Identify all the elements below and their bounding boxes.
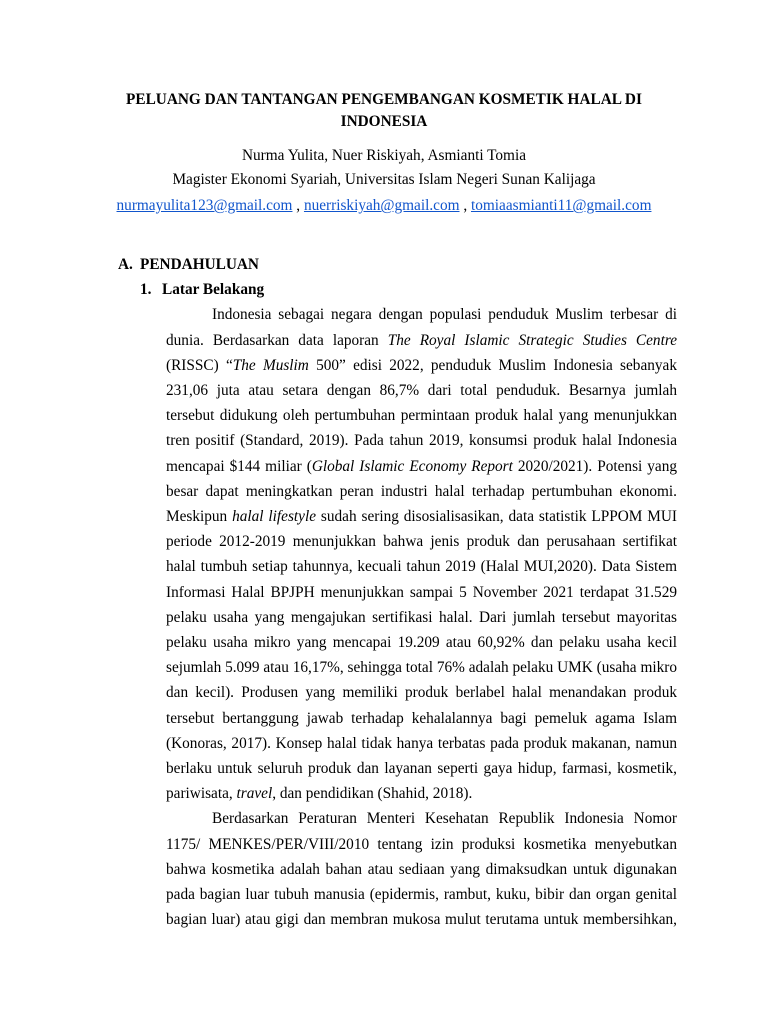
paper-title-line: PELUANG DAN TANTANGAN PENGEMBANGAN KOSMETIK HALAL DI — [126, 91, 642, 108]
paragraph-line — [166, 630, 677, 655]
paragraph-line — [166, 504, 677, 529]
paragraph-line — [166, 353, 677, 378]
text-run: tren positif (Standard, 2019). Pada tahun 2019, konsumsi produk halal Indonesia — [166, 432, 677, 450]
text-run: Berdasarkan Peraturan Menteri Kesehatan Republik Indonesia Nomor — [212, 810, 677, 828]
text-run: mencapai $144 miliar ( — [166, 457, 312, 475]
text-run: sejumlah 5.099 atau 16,17%, sehingga total 76% adalah pelaku UMK (usaha mikro — [166, 659, 677, 677]
paragraph-line — [166, 731, 677, 756]
italic-text: travel — [236, 785, 273, 803]
paragraph-line — [166, 706, 677, 731]
text-run: Indonesia sebagai negara dengan populasi penduduk Muslim terbesar di — [212, 306, 677, 324]
paragraph-line — [166, 605, 677, 630]
email-link[interactable]: tomiaasmianti11@gmail.com — [470, 197, 652, 214]
text-run: , dan pendidikan (Shahid, 2018). — [272, 785, 473, 803]
paper-title — [0, 89, 768, 133]
subsection-number: 1. — [140, 281, 152, 299]
text-run: bahwa kosmetika adalah bahan atau sediaan yang dimaksudkan untuk digunakan — [166, 860, 677, 878]
italic-text: The Royal Islamic Strategic Studies Centre — [387, 331, 677, 349]
author-affiliation: Magister Ekonomi Syariah, Universitas Islam Negeri Sunan Kalijaga — [172, 171, 596, 188]
paragraph-line — [166, 680, 677, 705]
paragraph-line — [166, 529, 677, 554]
author-list: Nurma Yulita, Nuer Riskiyah, Asmianti Tomia — [241, 147, 526, 164]
text-run: bagian luar) atau gigi dan membran mukosa mulut terutama untuk membersihkan, — [166, 911, 677, 929]
paragraph-line — [166, 907, 677, 932]
italic-text: The Muslim — [232, 356, 309, 374]
paragraph-line — [166, 328, 677, 353]
paragraph-list — [0, 302, 768, 932]
paragraph-line — [166, 655, 677, 680]
subsection-heading — [0, 277, 768, 302]
paragraph-line — [166, 302, 677, 327]
text-run: 500” edisi 2022, penduduk Muslim Indonesia sebanyak — [308, 356, 677, 374]
text-run: (Konoras, 2017). Konsep halal tidak hanya terbatas pada produk makanan, namun — [166, 734, 677, 752]
paragraph — [0, 302, 768, 806]
text-run: periode 2012-2019 menunjukkan bahwa jenis produk dan perusahaan sertifikat — [166, 533, 677, 551]
paragraph-line — [166, 378, 677, 403]
text-run: besar dapat meningkatkan peran industri halal terhadap pertumbuhan ekonomi. — [166, 482, 677, 500]
section-title: PENDAHULUAN — [140, 256, 259, 273]
email-separator: , — [459, 197, 471, 214]
paragraph-line — [166, 554, 677, 579]
paper-title-line: INDONESIA — [340, 113, 428, 130]
text-run: berlaku untuk seluruh produk dan layanan seperti gaya hidup, farmasi, kosmetik, — [166, 760, 677, 778]
text-run: Meskipun — [166, 508, 233, 525]
paragraph-line — [166, 580, 677, 605]
section-number: A. — [118, 256, 133, 273]
email-separator: , — [292, 197, 304, 214]
text-run: Informasi Halal BPJPH menunjukkan sampai 5 November 2021 terdapat 31.529 — [166, 583, 677, 601]
text-run: 1175/ MENKES/PER/VIII/2010 tentang izin produksi kosmetika menyebutkan — [166, 835, 677, 853]
paragraph-line — [166, 882, 677, 907]
text-run: (RISSC) “ — [166, 356, 233, 374]
text-run: 2020/2021). Potensi yang — [512, 457, 677, 475]
paragraph-line — [166, 479, 677, 504]
subsection-title: Latar Belakang — [162, 281, 265, 299]
text-run: halal tumbuh setiap tahunnya, kecuali tahun 2019 (Halal MUI,2020). Data Sistem — [166, 558, 677, 576]
text-run: tersebut bertanggung jawab terhadap kehalalannya bagi pemeluk agama Islam — [166, 709, 677, 727]
text-run: dan kecil). Produsen yang memiliki produk berlabel halal menandakan produk — [166, 684, 677, 702]
paragraph-line — [166, 832, 677, 857]
paragraph-line — [166, 806, 677, 831]
paragraph-line — [166, 781, 677, 806]
paragraph-line — [166, 454, 677, 479]
italic-text: halal lifestyle — [232, 508, 317, 525]
paragraph — [0, 806, 768, 932]
section-heading — [0, 252, 768, 277]
paragraph-line — [166, 428, 677, 453]
email-link[interactable]: nurmayulita123@gmail.com — [116, 197, 293, 214]
text-run: pelaku usaha yang mengajukan sertifikasi halal. Dari jumlah tersebut mayoritas — [166, 608, 677, 626]
paragraph-line — [166, 403, 677, 428]
paragraph-line — [166, 857, 677, 882]
text-run: pariwisata, — [166, 785, 237, 803]
author-emails — [0, 195, 768, 217]
text-run: dunia. Berdasarkan data laporan — [166, 331, 388, 349]
section-body — [0, 252, 768, 932]
text-run: sudah sering disosialisasikan, data statistik LPPOM MUI — [316, 508, 678, 525]
text-run: 231,06 juta atau setara dengan 86,7% dari total penduduk. Besarnya jumlah — [166, 381, 677, 399]
email-link[interactable]: nuerriskiyah@gmail.com — [303, 197, 460, 214]
text-run: pada bagian luar tubuh manusia (epidermis, rambut, kuku, bibir dan organ genital — [166, 886, 677, 904]
text-run: tersebut didukung oleh pertumbuhan permintaan produk halal yang menunjukkan — [166, 407, 677, 425]
paragraph-line — [166, 756, 677, 781]
text-run: pelaku usaha mikro yang mencapai 19.209 atau 60,92% dan pelaku usaha kecil — [166, 634, 677, 652]
italic-text: Global Islamic Economy Report — [311, 457, 513, 475]
